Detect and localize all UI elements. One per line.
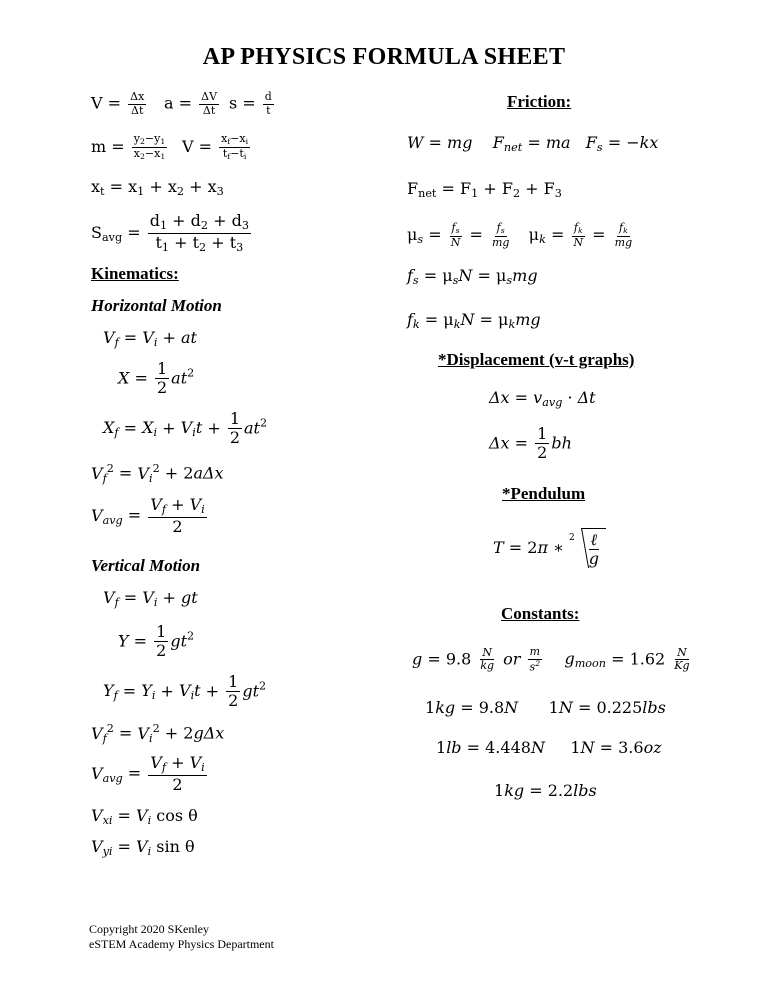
displacement-formula: X = $\frac{1}{2}$ $at^2$ — [118, 359, 195, 398]
friction-coefficients: $\mu_s$ = $\frac{f_s}{N}$ = $\frac{f_s}{mg}$ $\mu_k$ = $\frac{f_k}{N}$ = $\frac{f_k}{mg}$ — [407, 221, 633, 249]
x-velocity-component: $V_{xi} = V_i$ cos θ — [91, 806, 198, 827]
average-speed-formula: $S_{avg}$ = $\frac{d_1 + d_2 + d_3}{t_1 + t_2 + t_3}$ — [91, 211, 249, 254]
vertical-motion-heading: Vertical Motion — [91, 556, 201, 575]
kinetic-friction-formula: $f_k = \mu_kN = \mu_kmg$ — [407, 310, 541, 331]
area-displacement-formula: Δx = $\frac{1}{2}$ bh — [489, 424, 572, 463]
static-friction-formula: $f_s = \mu_sN = \mu_smg$ — [407, 266, 538, 287]
department-line: eSTEM Academy Physics Department — [89, 937, 274, 951]
gravity-constants: g = 9.8 $\frac{N}{kg}$ or $\frac{m}{s^2}$ $g_{moon} = 1.62$ $\frac{N}{Kg}$ — [412, 645, 690, 674]
copyright-line: Copyright 2020 SKenley — [89, 922, 209, 936]
average-velocity-horizontal: $V_{avg}$ = $\frac{V_f + V_i}{2}$ — [91, 495, 205, 536]
weight-force-formulas: W = mg $F_{net}$ = ma $F_s = -kx$ — [407, 133, 659, 154]
speed-formula: s = $\frac{d}{t}$ — [229, 90, 272, 117]
net-force-formula: $F_{net} = F_1 + F_2 + F_3$ — [407, 179, 562, 200]
displacement-heading: *Displacement (v-t graphs) — [438, 350, 635, 369]
total-displacement-formula: $x_t = x_1 + x_2 + x_3$ — [91, 177, 224, 198]
average-velocity-vertical: $V_{avg}$ = $\frac{V_f + V_i}{2}$ — [91, 753, 205, 794]
kg-lbs-conversion: 1kg = 2.2lbs — [494, 781, 597, 800]
vertical-position-formula: $Y_f = Y_i + V_it$ + $\frac{1}{2}$ $gt^2$ — [103, 672, 267, 711]
position-formula: $X_f = X_i + V_it$ + $\frac{1}{2}$ $at^2$ — [103, 409, 268, 448]
pendulum-heading: *Pendulum — [502, 484, 586, 503]
constants-heading: Constants: — [501, 604, 580, 623]
kg-newton-conversion: 1kg = 9.8N 1N = 0.225lbs — [425, 698, 666, 717]
y-velocity-component: $V_{yi} = V_i$ sin θ — [91, 837, 195, 858]
acceleration-formula: a = $\frac{\Delta V}{\Delta t}$ — [164, 90, 218, 117]
friction-heading: Friction: — [507, 92, 572, 111]
lb-newton-conversion: 1lb = 4.448N 1N = 3.6oz — [436, 738, 662, 757]
velocity-formula: V = $\frac{\Delta x}{\Delta t}$ — [91, 90, 145, 117]
horizontal-motion-heading: Horizontal Motion — [91, 296, 222, 315]
velocity-squared-formula: $V_f^2 = V_i^2 + 2a\Delta x$ — [91, 462, 224, 485]
page-title: AP PHYSICS FORMULA SHEET — [202, 44, 566, 70]
slope-formula: m = $\frac{y_2-y_1}{x_2-x_1}$ — [91, 132, 166, 161]
vertical-displacement-formula: Y = $\frac{1}{2}$ $gt^2$ — [118, 622, 195, 661]
average-velocity-formula: V = $\frac{x_f-x_i}{t_f-t_i}$ — [182, 132, 249, 161]
pendulum-period-formula: T = 2π ∗ 2 $\frac{\text{ℓ}}{g}$ — [493, 528, 606, 569]
final-velocity-vertical: $V_f = V_i$ + gt — [103, 588, 198, 609]
kinematics-heading: Kinematics: — [91, 264, 179, 283]
vertical-velocity-squared: $V_f^2 = V_i^2 + 2g\Delta x$ — [91, 722, 225, 745]
final-velocity-formula: $V_f = V_i$ + at — [103, 328, 197, 349]
vt-displacement-formula: $\Delta x = v_{avg} \cdot \Delta t$ — [489, 388, 596, 409]
